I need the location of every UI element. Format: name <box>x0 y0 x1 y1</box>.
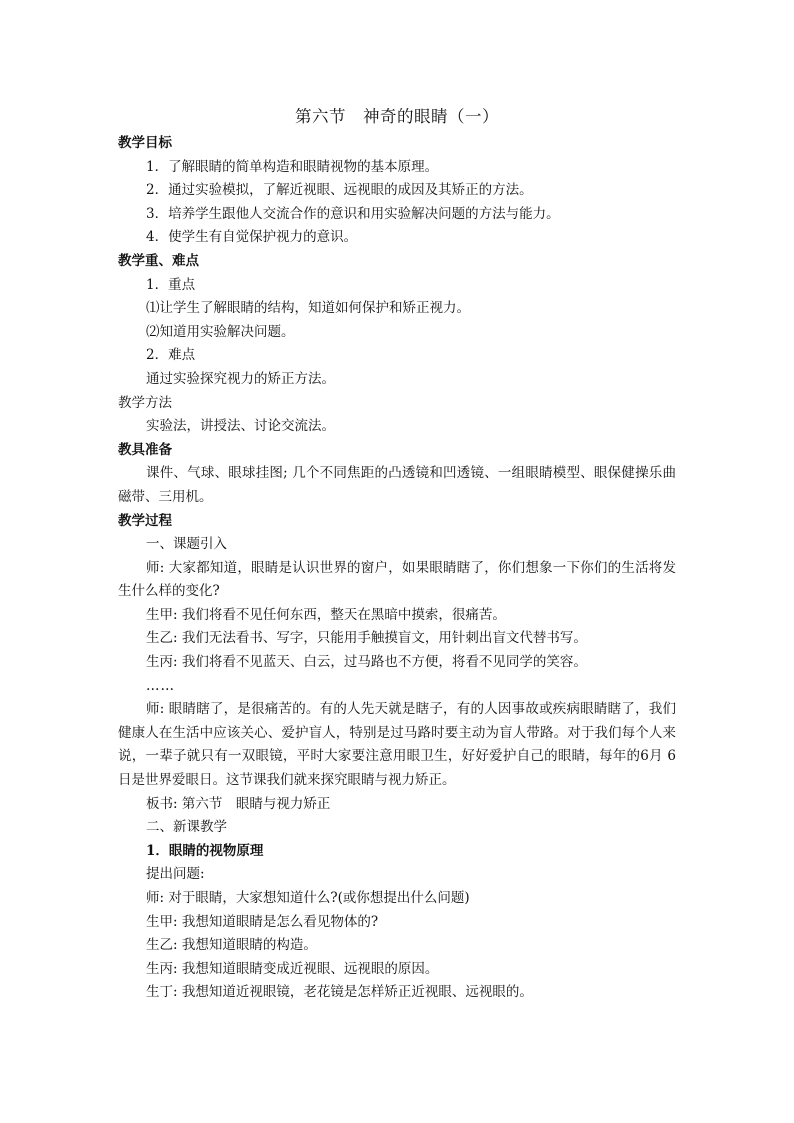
topic-heading: 1．眼睛的视物原理 <box>146 842 264 859</box>
student-question: 生乙: 我想知道眼睛的构造。 <box>146 937 317 954</box>
student-line: 生丙: 我们将看不见蓝天、白云，过马路也不方便，将看不见同学的笑容。 <box>146 654 587 671</box>
key-point-line: 通过实验探究视力的矫正方法。 <box>146 370 335 387</box>
board-note: 板书: 第六节 眼睛与视力矫正 <box>146 795 331 812</box>
teacher-line: 师: 大家都知道，眼睛是认识世界的窗户，如果眼睛瞎了，你们想象一下你们的生活将发生什么样的变化? <box>118 559 676 600</box>
section-heading-process: 教学过程 <box>118 512 172 529</box>
ellipsis: …… <box>146 677 175 694</box>
methods-text: 实验法，讲授法、讨论交流法。 <box>146 418 335 435</box>
key-point-line: 1．重点 <box>146 276 196 293</box>
ask-label: 提出问题: <box>146 866 205 883</box>
subsection-heading-new-lesson: 二、新课教学 <box>146 819 227 836</box>
subsection-heading-intro: 一、课题引入 <box>146 536 227 553</box>
key-point-line: 2．难点 <box>146 347 196 364</box>
teacher-line: 师: 眼睛瞎了，是很痛苦的。有的人先天就是瞎子，有的人因事故或疾病眼睛瞎了，我们健康人在生活中应该关心、爱护盲人，特别是过马路时要主动为盲人带路。对于我们每个人来说，一辈子就只有一双眼镜，平时大家要注意用眼卫生，好好爱护自己的眼睛，每年的6月 6日是世界爱眼日。这节课我们就来探究眼睛与视力矫正。 <box>118 701 676 789</box>
objective-item: 4．使学生有自觉保护视力的意识。 <box>146 229 358 246</box>
student-question: 生丁: 我想知道近视眼镜，老花镜是怎样矫正近视眼、远视眼的。 <box>146 984 533 1001</box>
student-line: 生甲: 我们将看不见任何东西，整天在黑暗中摸索，很痛苦。 <box>146 606 506 623</box>
section-heading-methods: 教学方法 <box>118 394 172 411</box>
objective-item: 1．了解眼睛的简单构造和眼睛视物的基本原理。 <box>146 158 439 175</box>
page-title: 第六节 神奇的眼睛（一） <box>295 107 499 126</box>
teacher-line: 师: 对于眼睛，大家想知道什么?(或你想提出什么问题) <box>146 890 470 906</box>
key-point-line: ⑴让学生了解眼睛的结构，知道如何保护和矫正视力。 <box>146 300 470 317</box>
key-point-line: ⑵知道用实验解决问题。 <box>146 323 295 340</box>
section-heading-key-points: 教学重、难点 <box>118 252 199 269</box>
materials-text: 课件、气球、眼球挂图; 几个不同焦距的凸透镜和凹透镜、一组眼睛模型、眼保健操乐曲磁带、三用机。 <box>118 465 676 505</box>
student-line: 生乙: 我们无法看书、写字，只能用手触摸盲文，用针刺出盲文代替书写。 <box>146 630 587 647</box>
student-question: 生丙: 我想知道眼睛变成近视眼、远视眼的原因。 <box>146 960 439 977</box>
student-question: 生甲: 我想知道眼睛是怎么看见物体的? <box>146 913 379 930</box>
objective-item: 3．培养学生跟他人交流合作的意识和用实验解决问题的方法与能力。 <box>146 205 560 222</box>
section-heading-materials: 教具准备 <box>118 441 172 458</box>
section-heading-objectives: 教学目标 <box>118 135 172 151</box>
objective-item: 2．通过实验模拟，了解近视眼、远视眼的成因及其矫正的方法。 <box>146 182 533 199</box>
